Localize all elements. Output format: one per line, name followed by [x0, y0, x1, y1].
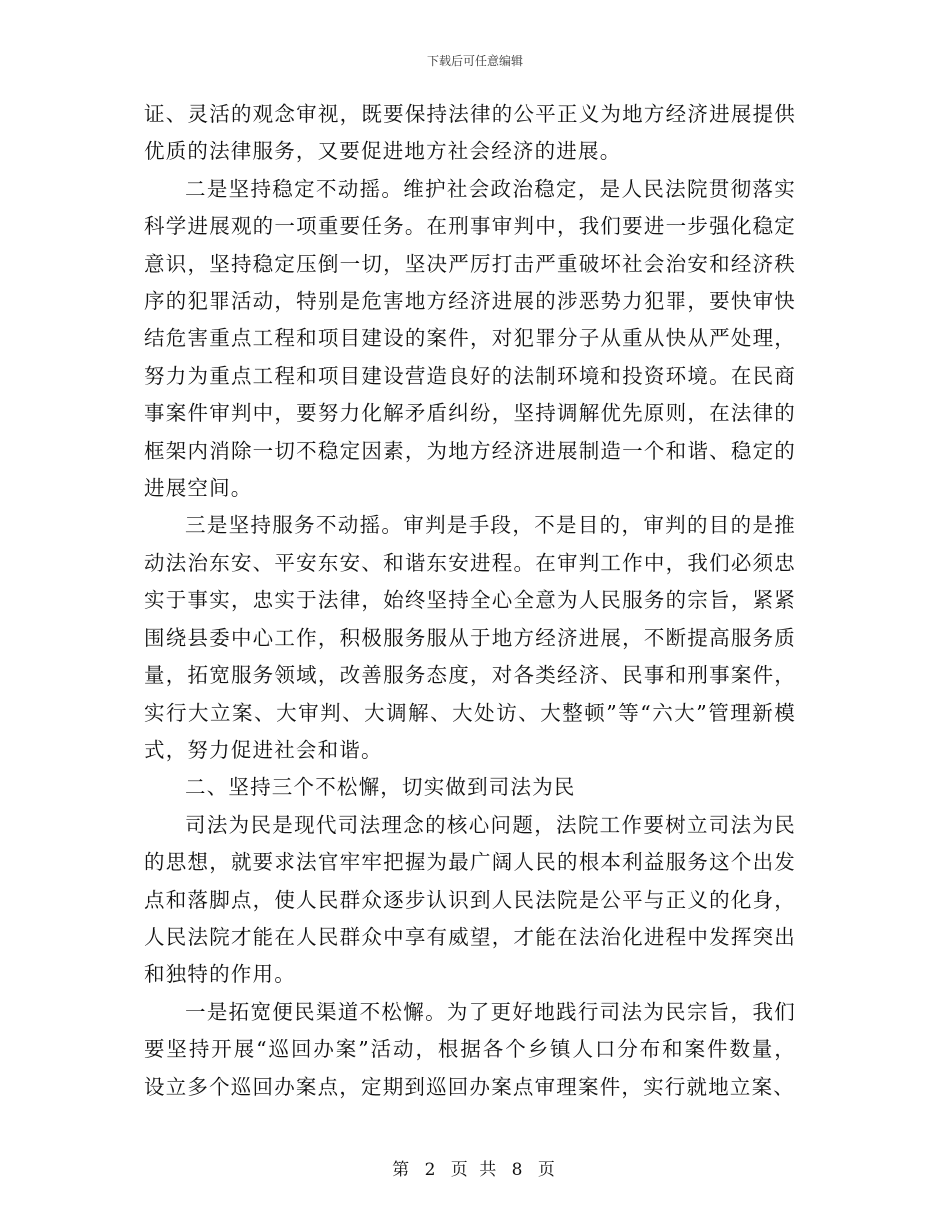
- page-header: 下载后可任意编辑: [426, 54, 523, 68]
- total-page-number: 8: [511, 1160, 526, 1180]
- paragraph: 证、灵活的观念审视，既要保持法律的公平正义为地方经济进展提供优质的法律服务，又要促进地方社会经济的进展。: [144, 102, 796, 164]
- page-label-prefix: 第: [392, 1160, 413, 1180]
- current-page-number: 2: [424, 1160, 439, 1180]
- page-label-middle: 页 共: [450, 1160, 500, 1180]
- paragraph: 二是坚持稳定不动摇。维护社会政治稳定，是人民法院贯彻落实科学进展观的一项重要任务。在刑事审判中，我们要进一步强化稳定意识，坚持稳定压倒一切，坚决严厉打击严重破坏社会治安和经济秩序的犯罪活动，特别是危害地方经济进展的涉恶势力犯罪，要快审快结危害重点工程和项目建设的案件，对犯罪分子从重从快从严处理，努力为重点工程和项目建设营造良好的法制环境和投资环境。在民商事案件审判中，要努力化解矛盾纠纷，坚持调解优先原则，在法律的框架内消除一切不稳定因素，为地方经济进展制造一个和谐、稳定的进展空间。: [144, 176, 796, 501]
- paragraph: 三是坚持服务不动摇。审判是手段，不是目的，审判的目的是推动法治东安、平安东安、和谐东安进程。在审判工作中，我们必须忠实于事实，忠实于法律，始终坚持全心全意为人民服务的宗旨，紧紧围绕县委中心工作，积极服务服从于地方经济进展，不断提高服务质量，拓宽服务领域，改善服务态度，对各类经济、民事和刑事案件，实行大立案、大审判、大调解、大处访、大整顿”等“六大”管理新模式，努力促进社会和谐。: [144, 513, 796, 762]
- paragraph: 司法为民是现代司法理念的核心问题，法院工作要树立司法为民的思想，就要求法官牢牢把握为最广阔人民的根本利益服务这个出发点和落脚点，使人民群众逐步认识到人民法院是公平与正义的化身，人民法院才能在人民群众中享有威望，才能在法治化进程中发挥突出和独特的作用。: [144, 812, 796, 987]
- body-text: [144, 96, 796, 1106]
- page-label-suffix: 页: [537, 1160, 558, 1180]
- paragraph: 一是拓宽便民渠道不松懈。为了更好地践行司法为民宗旨，我们要坚持开展“巡回办案”活动，根据各个乡镇人口分布和案件数量，设立多个巡回办案点，定期到巡回办案点审理案件，实行就地立案、: [144, 999, 796, 1099]
- section-heading: 二、坚持三个不松懈，切实做到司法为民: [185, 775, 576, 800]
- page-footer: [0, 1155, 950, 1180]
